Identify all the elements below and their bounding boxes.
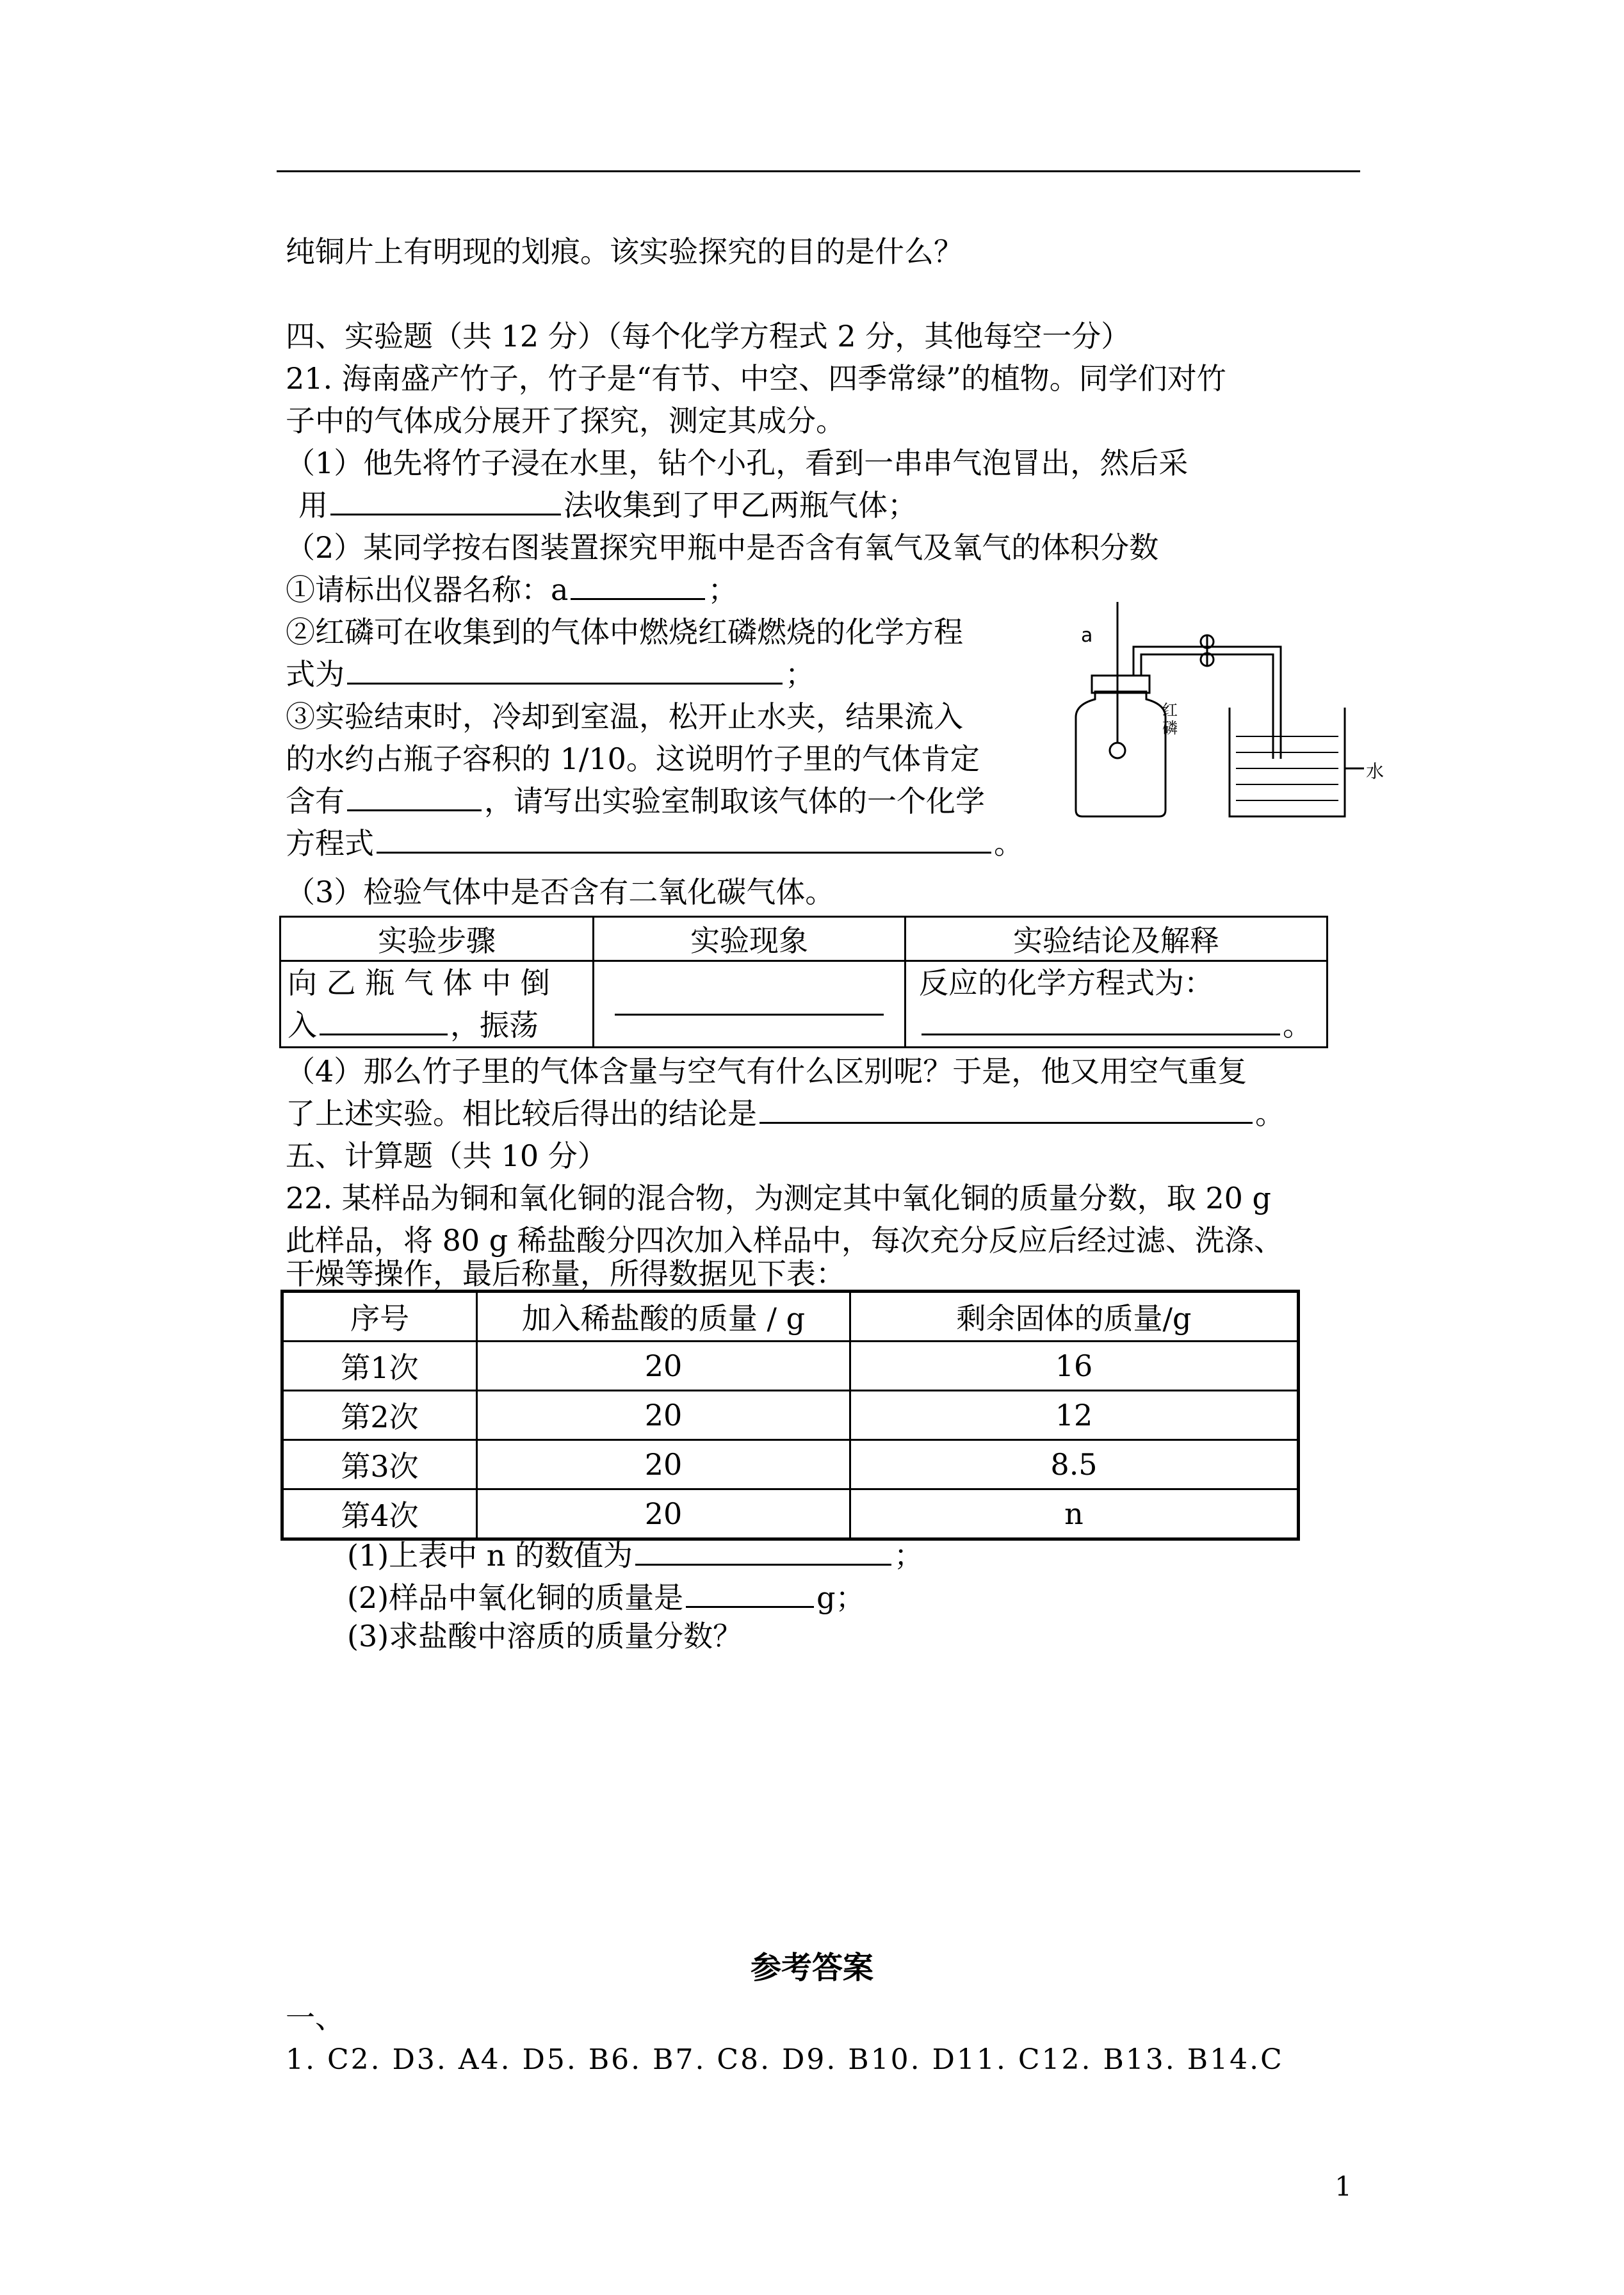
question-22-stem: 22. 某样品为铜和氧化铜的混合物，为测定其中氧化铜的质量分数，取 20 g [286,1181,1272,1215]
sub-question-2: （2）某同学按右图装置探究甲瓶中是否含有氧气及氧气的体积分数 [286,530,1159,565]
table-cell: n [850,1489,1299,1539]
text: ①请标出仪器名称：a [286,572,569,607]
table-header: 序号 [282,1292,477,1342]
table-row [280,961,1328,1048]
text-line: 的水约占瓶子容积的 1/10。这说明竹子里的气体肯定 [286,742,980,776]
answer-blank[interactable] [759,1094,1253,1124]
table-header: 实验现象 [594,917,905,961]
question-21-stem: 21. 海南盛产竹子，竹子是“有节、中空、四季常绿”的植物。同学们对竹 [286,361,1226,396]
table-header: 实验步骤 [280,917,594,961]
header-rule [277,170,1360,172]
text: 反应的化学方程式为： [919,966,1214,1000]
label-water: 水 [1366,761,1384,782]
table-cell: 8.5 [850,1440,1299,1489]
calc-question-1 [347,1534,923,1577]
table-row [282,1391,1299,1440]
table-header: 剩余固体的质量/g [850,1292,1299,1342]
table-cell: 20 [477,1489,850,1539]
text: ，请写出实验室制取该气体的一个化学 [484,784,985,818]
text: 。 [1283,1008,1312,1042]
text-line: 此样品，将 80 g 稀盐酸分四次加入样品中，每次充分反应后经过滤、洗涤、 [286,1223,1283,1258]
table-cell: 第1次 [282,1342,477,1391]
label-red-phosphorus: 红磷 [1162,701,1178,737]
text [919,1004,1326,1046]
answer-blank[interactable] [615,985,884,1016]
answer-blank[interactable] [347,654,783,685]
text: g； [816,1580,865,1615]
text-line: 子中的气体成分展开了探究，测定其成分。 [286,403,845,438]
text-line: 纯铜片上有明现的划痕。该实验探究的目的是什么？ [286,234,963,269]
table-cell: 12 [850,1391,1299,1440]
sub-question-4: （4）那么竹子里的气体含量与空气有什么区别呢？于是，他又用空气重复 [286,1054,1247,1089]
answer-blank[interactable] [347,781,482,811]
text: 方程式 [286,826,374,861]
table-header: 实验结论及解释 [905,917,1328,961]
text: ，振荡 [450,1008,539,1042]
data-table [280,1290,1300,1541]
text: (1)上表中 n 的数值为 [347,1538,633,1573]
text: 。 [1255,1096,1285,1131]
answer-blank[interactable] [571,570,705,600]
table-cell: 第3次 [282,1440,477,1489]
sub-question-2-3: ③实验结束时，冷却到室温，松开止水夹，结果流入 [286,699,963,734]
table-row [282,1440,1299,1489]
sub-question-2-2-cont [286,653,815,695]
table-cell-phenomenon [594,961,905,1048]
text: 了上述实验。相比较后得出的结论是 [286,1096,757,1131]
text-line [286,780,985,822]
table-row [282,1342,1299,1391]
section-heading-calculation: 五、计算题（共 10 分） [286,1139,607,1173]
text [288,1004,592,1046]
answers-line: 1. C2. D3. A4. D5. B6. B7. C8. D9. B10. D11. C12. B13. B14.C [286,2043,1284,2076]
table-cell: 20 [477,1440,850,1489]
table-cell: 16 [850,1342,1299,1391]
table-cell: 第2次 [282,1391,477,1440]
sub-question-3: （3）检验气体中是否含有二氧化碳气体。 [286,875,835,909]
calc-question-3: (3)求盐酸中溶质的质量分数？ [347,1619,743,1653]
table-header-row [280,917,1328,961]
answer-blank[interactable] [320,1005,448,1035]
apparatus-figure [1063,596,1364,826]
table-cell: 20 [477,1391,850,1440]
text: 向 乙 瓶 气 体 中 倒 [288,966,550,1000]
table-header: 加入稀盐酸的质量 / g [477,1292,850,1342]
label-a: a [1081,624,1093,647]
table-row [282,1489,1299,1539]
sub-question-4-cont [286,1092,1285,1135]
answers-section: 一、 [286,2000,345,2035]
table-cell-conclusion [905,961,1328,1048]
table-cell: 第4次 [282,1489,477,1539]
section-heading-experiment: 四、实验题（共 12 分）（每个化学方程式 2 分，其他每空一分） [286,319,1131,353]
text: 式为 [286,657,345,692]
answer-blank[interactable] [686,1578,814,1608]
text: 法收集到了甲乙两瓶气体； [564,488,917,523]
page-number: 1 [1335,2171,1352,2202]
text: 含有 [286,784,345,818]
table-cell: 20 [477,1342,850,1391]
text: (2)样品中氧化铜的质量是 [347,1580,684,1615]
text: 。 [994,826,1023,861]
sub-question-1-cont [286,484,917,526]
experiment-table [279,916,1328,1048]
sub-question-2-2: ②红磷可在收集到的气体中燃烧红磷燃烧的化学方程 [286,615,963,649]
answers-title: 参考答案 [750,1950,873,1986]
answer-blank[interactable] [377,823,991,854]
sub-question-1: （1）他先将竹子浸在水里，钻个小孔，看到一串串气泡冒出，然后采 [286,446,1189,480]
text: ； [894,1538,924,1573]
answer-blank[interactable] [635,1536,891,1566]
text: ； [708,572,738,607]
table-header-row [282,1292,1299,1342]
text: 用 [298,488,328,523]
calc-question-2 [347,1577,865,1619]
text-line: 干燥等操作，最后称量，所得数据见下表： [286,1256,845,1291]
text: 入 [288,1008,317,1042]
answer-blank[interactable] [330,485,561,515]
sub-question-2-1 [286,569,737,611]
text-line [286,822,1023,864]
table-cell-step [280,961,594,1048]
answer-blank[interactable] [922,1005,1280,1035]
text: ； [785,657,815,692]
